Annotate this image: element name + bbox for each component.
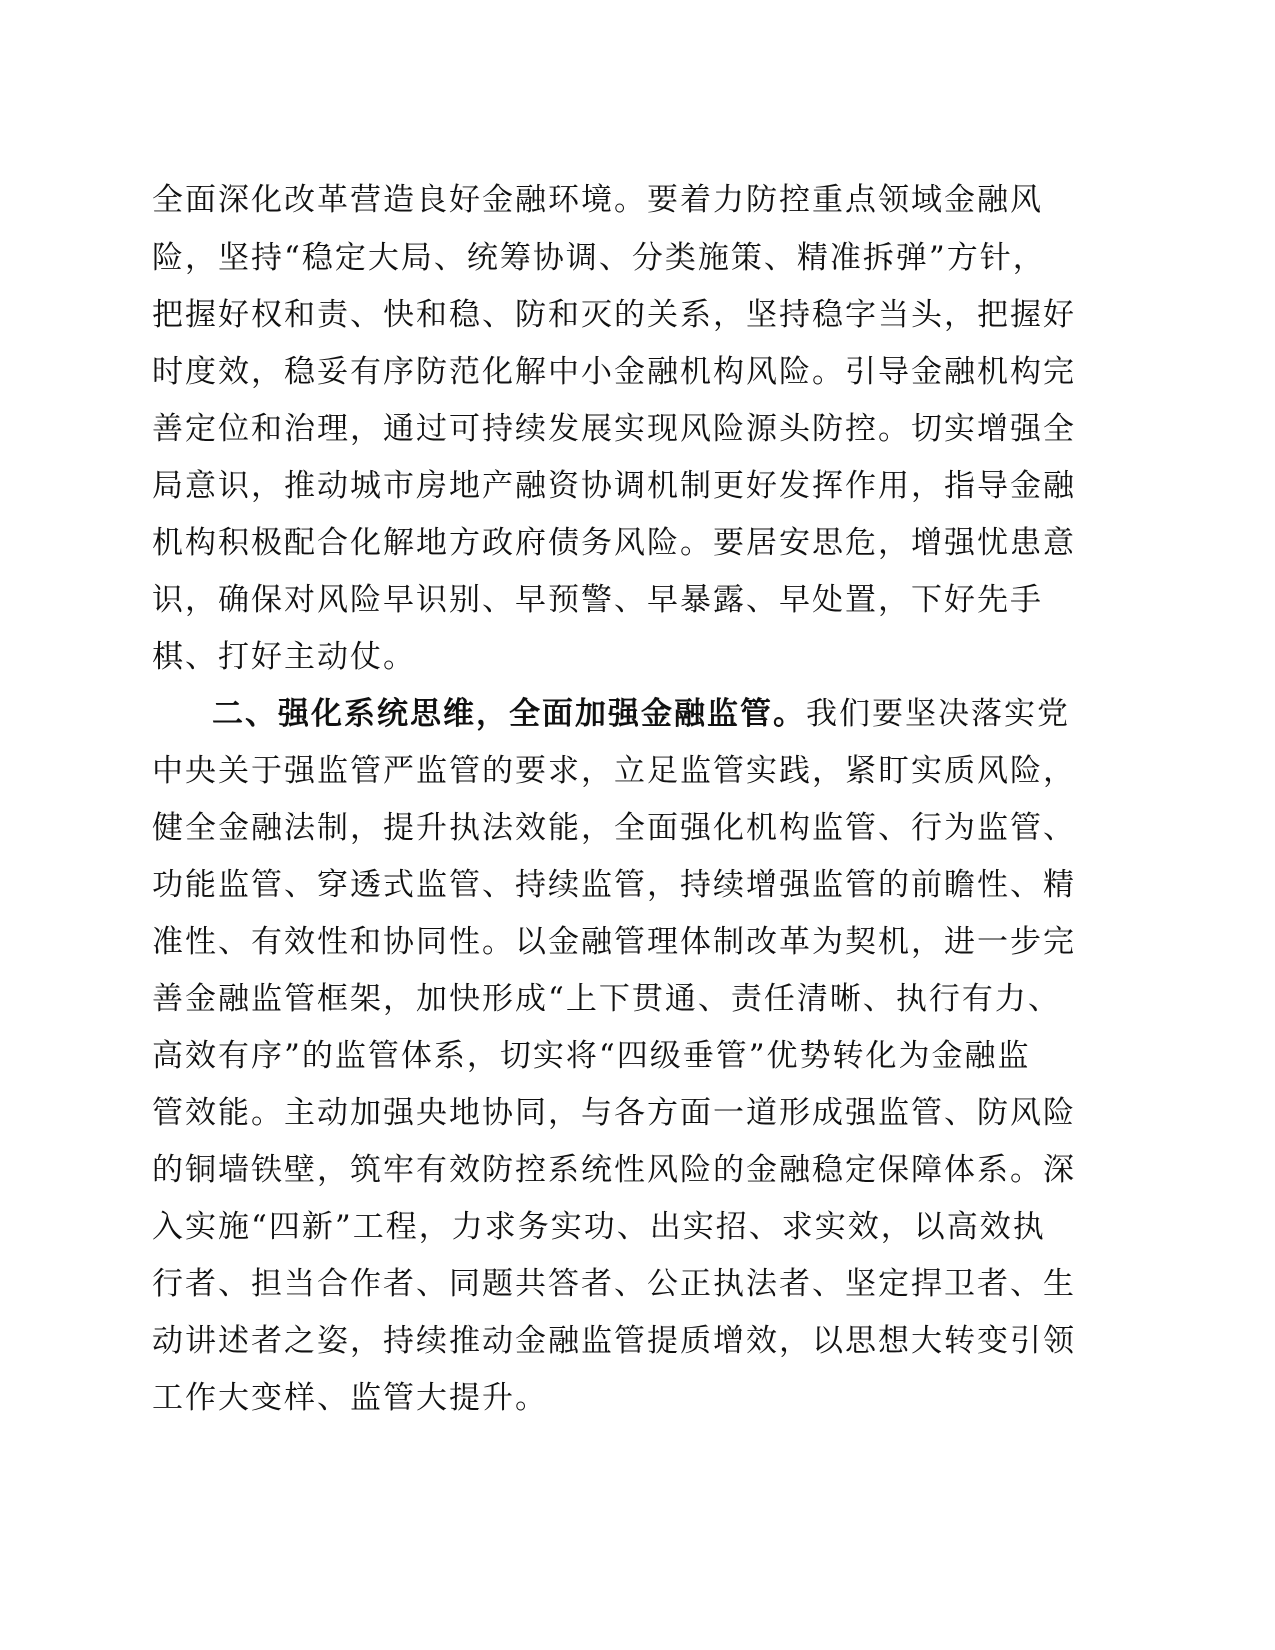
paragraph-line: 时度效，稳妥有序防范化解中小金融机构风险。引导金融机构完 [152,354,1076,390]
paragraph-line: 善定位和治理，通过可持续发展实现风险源头防控。切实增强全 [152,411,1076,447]
paragraph-line: 善金融监管框架，加快形成“上下贯通、责任清晰、执行有力、 [152,981,1061,1017]
paragraph-line: 棋、打好主动仗。 [152,639,416,675]
paragraph-line: 入实施“四新”工程，力求务实功、出实招、求实效，以高效执 [152,1209,1046,1245]
paragraph-line: 全面深化改革营造良好金融环境。要着力防控重点领域金融风 [152,182,1043,218]
paragraph-first-line [212,694,1070,734]
paragraph-line: 行者、担当合作者、同题共答者、公正执法者、坚定捍卫者、生 [152,1266,1076,1302]
paragraph-line: 工作大变样、监管大提升。 [152,1380,548,1416]
paragraph-line: 把握好权和责、快和稳、防和灭的关系，坚持稳字当头，把握好 [152,297,1076,333]
paragraph-line: 识，确保对风险早识别、早预警、早暴露、早处置，下好先手 [152,582,1043,618]
paragraph-line: 管效能。主动加强央地协同，与各方面一道形成强监管、防风险 [152,1095,1076,1131]
heading-followup-text: 我们要坚决落实党 [806,696,1070,732]
paragraph-line: 险，坚持“稳定大局、统筹协调、分类施策、精准拆弹”方针， [152,240,1046,276]
paragraph-line: 的铜墙铁壁，筑牢有效防控系统性风险的金融稳定保障体系。深 [152,1152,1076,1188]
paragraph-line: 动讲述者之姿，持续推动金融监管提质增效，以思想大转变引领 [152,1323,1076,1359]
paragraph-line: 健全金融法制，提升执法效能，全面强化机构监管、行为监管、 [152,810,1076,846]
paragraph-line: 机构积极配合化解地方政府债务风险。要居安思危，增强忧患意 [152,525,1076,561]
paragraph-line: 准性、有效性和协同性。以金融管理体制改革为契机，进一步完 [152,924,1076,960]
paragraph-line: 高效有序”的监管体系，切实将“四级垂管”优势转化为金融监 [152,1038,1031,1074]
section-heading: 二、强化系统思维，全面加强金融监管。 [212,696,806,732]
paragraph-line: 局意识，推动城市房地产融资协调机制更好发挥作用，指导金融 [152,468,1076,504]
paragraph-line: 功能监管、穿透式监管、持续监管，持续增强监管的前瞻性、精 [152,867,1076,903]
paragraph-line: 中央关于强监管严监管的要求，立足监管实践，紧盯实质风险， [152,753,1076,789]
